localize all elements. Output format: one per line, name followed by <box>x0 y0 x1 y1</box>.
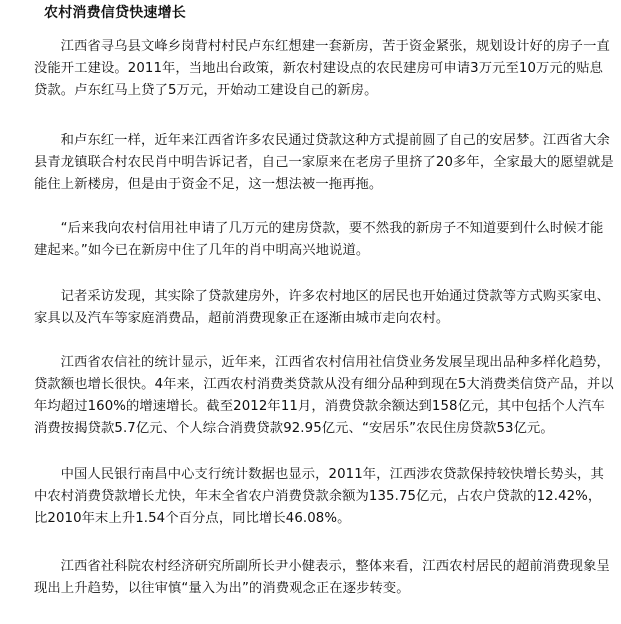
article-paragraph-4: 记者采访发现，其实除了贷款建房外，许多农村地区的居民也开始通过贷款等方式购买家电、家具以及汽车等家庭消费品，超前消费现象正在逐渐由城市走向农村。 <box>34 289 610 326</box>
article-title: 农村消费信贷快速增长 <box>44 5 186 21</box>
article-paragraph-5: 江西省农信社的统计显示，近年来，江西省农村信用社信贷业务发展呈现出品种多样化趋势，贷款额也增长很快。4年来，江西农村消费类贷款从没有细分品种到现在5大消费类信贷产品，并以年均超过160%的增速增长。截至2012年11月，消费贷款余额达到158亿元，其中包括个人汽车消费按揭贷款5.7亿元、个人综合消费贷款92.95亿元、“安居乐”农民住房贷款53亿元。 <box>34 355 614 436</box>
article-paragraph-1: 江西省寻乌县文峰乡岗背村村民卢东红想建一套新房，苦于资金紧张，规划设计好的房子一直没能开工建设。2011年，当地出台政策，新农村建设点的农民建房可申请3万元至10万元的贴息贷款。卢东红马上贷了5万元，开始动工建设自己的新房。 <box>34 39 610 98</box>
article-paragraph-7: 江西省社科院农村经济研究所副所长尹小健表示，整体来看，江西农村居民的超前消费现象呈现出上升趋势，以往审慎“量入为出”的消费观念正在逐步转变。 <box>34 559 610 596</box>
article-paragraph-3: “后来我向农村信用社申请了几万元的建房贷款，要不然我的新房子不知道要到什么时候才能建起来。”如今已在新房中住了几年的肖中明高兴地说道。 <box>34 221 604 258</box>
article-paragraph-6: 中国人民银行南昌中心支行统计数据也显示，2011年，江西涉农贷款保持较快增长势头，其中农村消费贷款增长尤快，年末全省农户消费贷款余额为135.75亿元，占农户贷款的12.42%，比2010年末上升1.54个百分点，同比增长46.08%。 <box>34 467 604 526</box>
article-paragraph-2: 和卢东红一样，近年来江西省许多农民通过贷款这种方式提前圆了自己的安居梦。江西省大余县青龙镇联合村农民肖中明告诉记者，自己一家原来在老房子里挤了20多年，全家最大的愿望就是能住上新楼房，但是由于资金不足，这一想法被一拖再拖。 <box>34 133 614 192</box>
